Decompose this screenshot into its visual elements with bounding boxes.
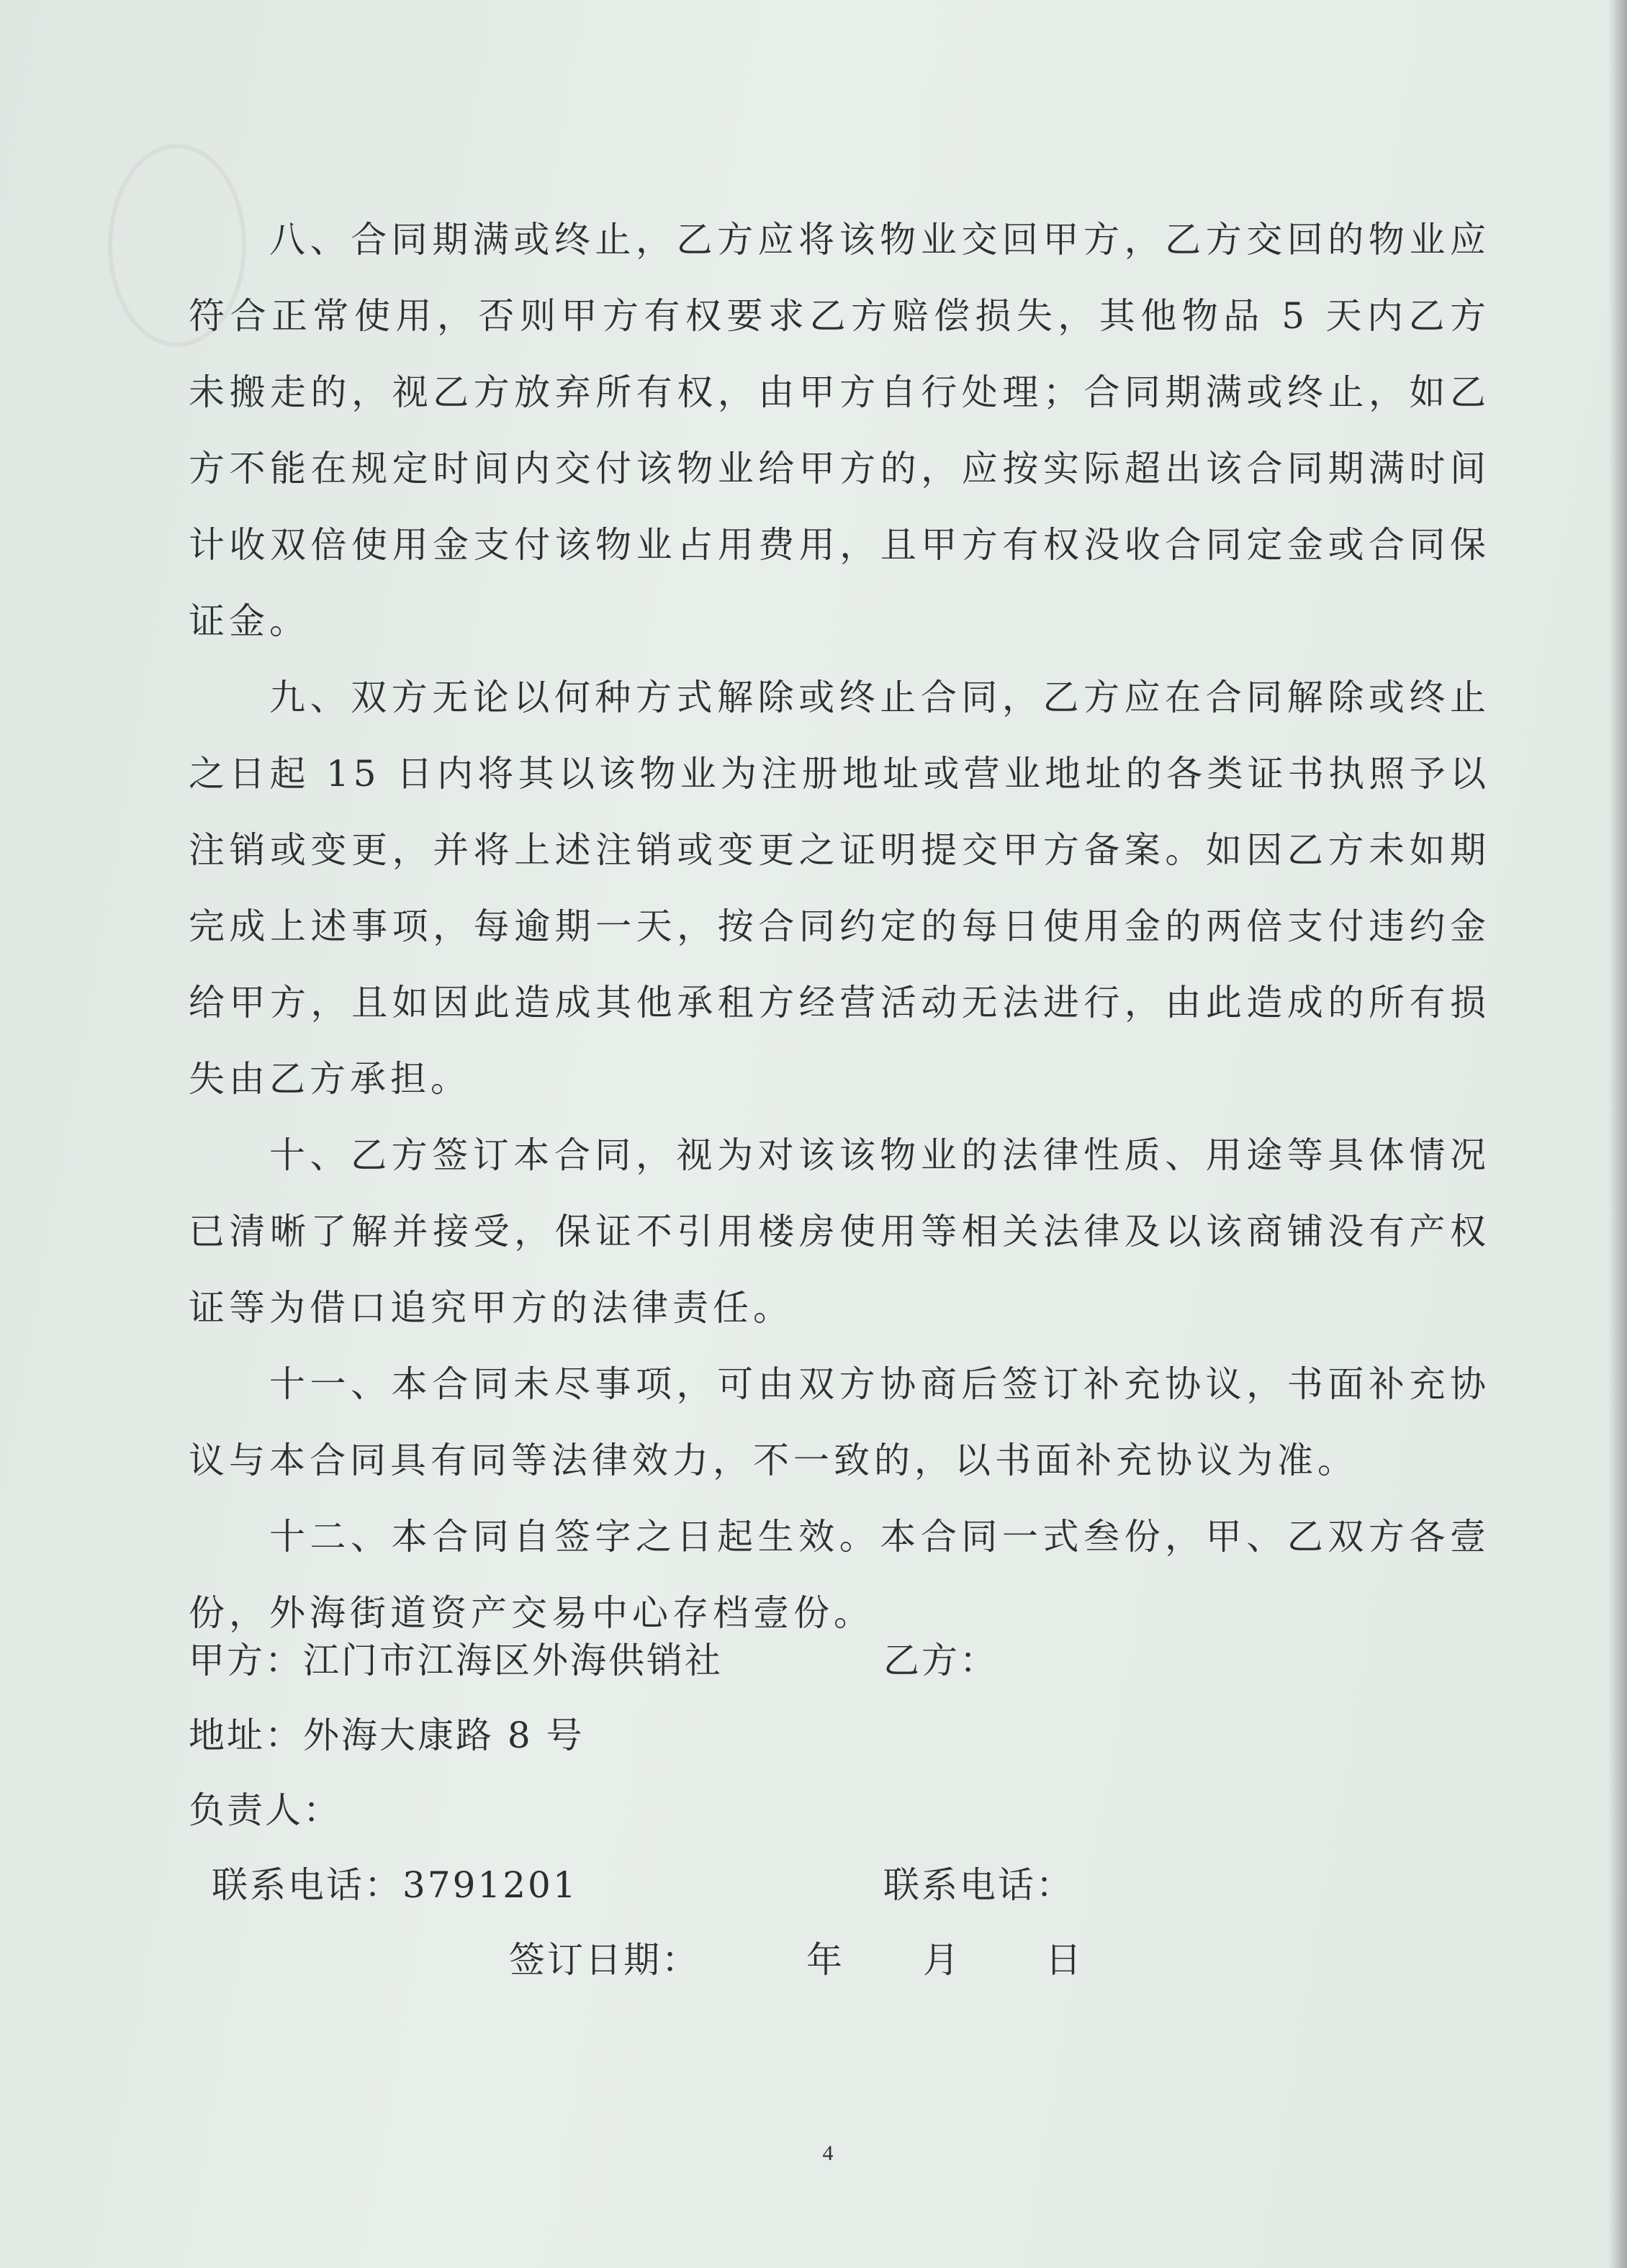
party-a-label: 甲方：江门市江海区外海供销社 [189, 1640, 723, 1681]
responsible-row [189, 1773, 1490, 1848]
address-row [189, 1698, 1490, 1773]
clause-9: 九、双方无论以何种方式解除或终止合同，乙方应在合同解除或终止之日起 15 日内将其以该物业为注册地址或营业地址的各类证书执照予以注销或变更，并将上述注销或变更之证明提交甲方备案。如因乙方未如期完成上述事项，每逾期一天，按合同约定的每日使用金的两倍支付违约金给甲方，且如因此造成其他承租方经营活动无法进行，由此造成的所有损失由乙方承担。 [189, 677, 1490, 1100]
clause-10: 十、乙方签订本合同，视为对该该物业的法律性质、用途等具体情况已清晰了解并接受，保证不引用楼房使用等相关法律及以该商铺没有产权证等为借口追究甲方的法律责任。 [189, 1134, 1490, 1329]
clause-12: 十二、本合同自签字之日起生效。本合同一式叁份，甲、乙双方各壹份，外海街道资产交易中心存档壹份。 [189, 1516, 1490, 1634]
page-number: 4 [822, 2141, 834, 2165]
page-edge-shadow [1608, 0, 1627, 2268]
address-label: 地址：外海大康路 8 号 [189, 1714, 585, 1756]
phone-row [189, 1848, 1490, 1923]
clause-8: 八、合同期满或终止，乙方应将该物业交回甲方，乙方交回的物业应符合正常使用，否则甲方有权要求乙方赔偿损失，其他物品 5 天内乙方未搬走的，视乙方放弃所有权，由甲方自行处理；合同期满或终止，如乙方不能在规定时间内交付该物业给甲方的，应按实际超出该合同期满时间计收双倍使用金支付该物业占用费用，且甲方有权没收合同定金或合同保证金。 [189, 219, 1490, 642]
date-day-label: 日 [1045, 1939, 1083, 1981]
signature-block [189, 1623, 1490, 1997]
party-b-label: 乙方： [883, 1640, 998, 1681]
date-month-label: 月 [923, 1939, 961, 1981]
clause-11: 十一、本合同未尽事项，可由双方协商后签订补充协议，书面补充协议与本合同具有同等法律效力，不一致的，以书面补充协议为准。 [189, 1363, 1490, 1481]
contract-clauses [189, 202, 1490, 1651]
signing-date-label: 签订日期： [509, 1939, 700, 1981]
party-row [189, 1623, 1490, 1698]
signing-date-row [189, 1923, 1490, 1997]
date-year-label: 年 [806, 1939, 844, 1981]
responsible-person-label: 负责人： [189, 1789, 341, 1831]
party-b-phone: 联系电话： [883, 1864, 1074, 1906]
party-a-phone: 联系电话：3791201 [212, 1864, 578, 1906]
